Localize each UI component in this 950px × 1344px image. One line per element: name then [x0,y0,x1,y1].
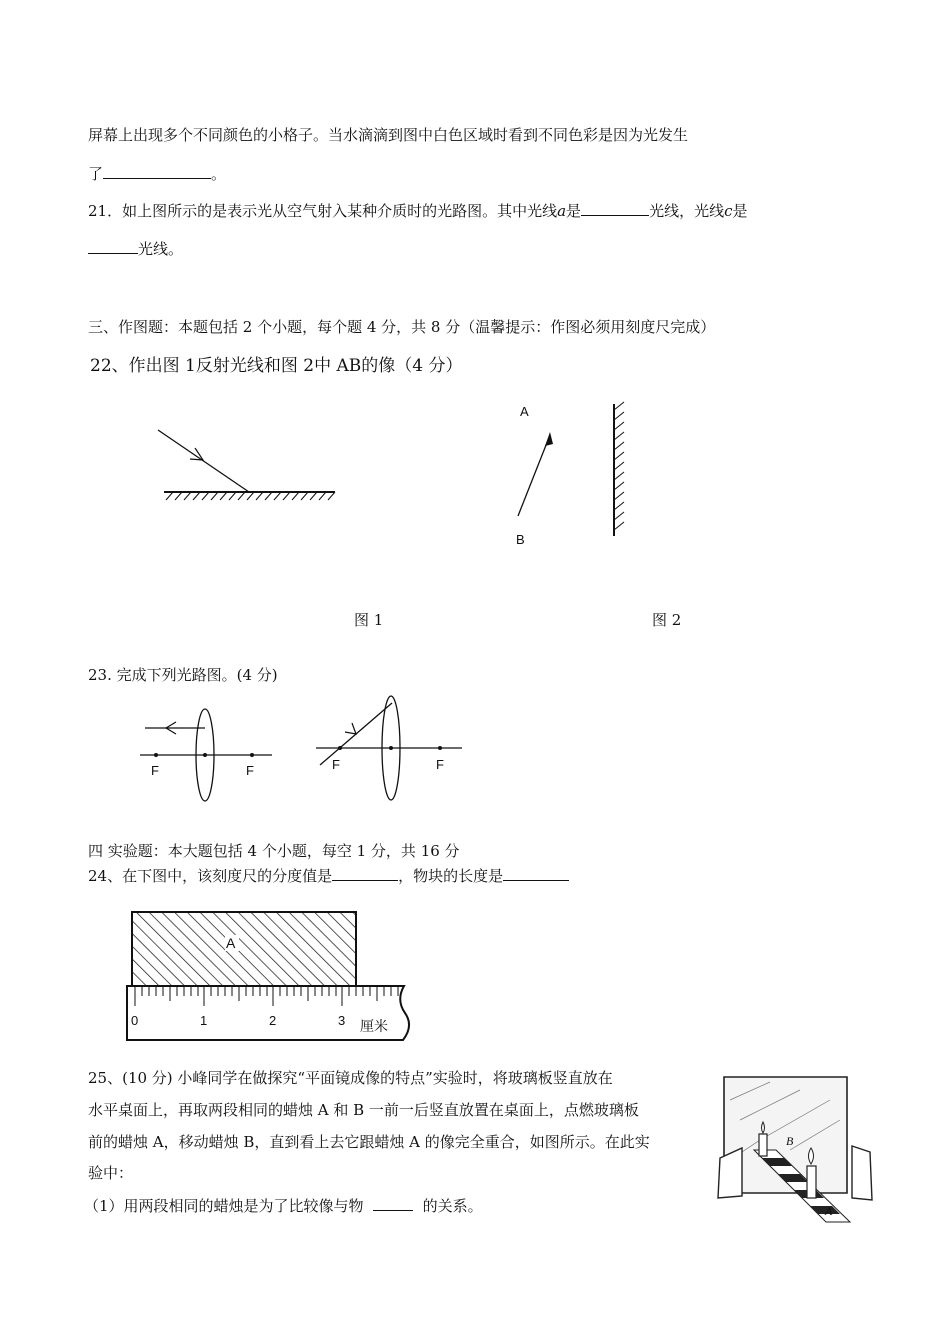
q25-label-a: A [825,1204,833,1218]
q25-left-stand [718,1148,742,1198]
section4-title: 四 实验题：本大题包括 4 个小题，每空 1 分，共 16 分 [88,842,460,860]
q20-line2-prefix: 了 [88,165,104,183]
q23-text: 23. 完成下列光路图。(4 分) [88,666,278,684]
q22-text: 22、作出图 1反射光线和图 2中 AB的像（4 分） [90,356,463,376]
lens2-ray-arrow [345,723,356,734]
q20-line2-suffix: 。 [211,165,227,183]
q21-line2-suffix: 光线。 [138,240,184,258]
q24-tick-label-3: 3 [338,1013,346,1028]
q25-line2: 水平桌面上，再取两段相同的蜡烛 A 和 B 一前一后竖直放置在桌面上，点燃玻璃板 [88,1101,639,1119]
lens2-center-dot [389,746,393,750]
q21-text-c: 光线，光线 [649,202,725,220]
q25-illustration [718,1077,872,1222]
q24-blank-length[interactable] [503,866,569,881]
section3-title: 三、作图题：本题包括 2 个小题，每个题 4 分，共 8 分（温馨提示：作图必须用刻度尺完成） [88,318,716,336]
q25-sub1-blank[interactable] [373,1196,413,1211]
fig2-diagram [518,402,624,536]
q20-line1: 屏幕上出现多个不同颜色的小格子。当水滴滴到图中白色区域时看到不同色彩是因为光发生 [88,126,689,144]
fig2-mirror-hatch [614,402,624,530]
fig1-caption: 图 1 [354,611,384,629]
q24-tick-label-2: 2 [269,1013,277,1028]
q25-line4: 验中： [88,1164,134,1182]
q25-candle-b [759,1134,767,1156]
lens2-label-f-right: F [436,757,444,772]
q23-lens1-diagram [140,709,272,801]
lens2-focus-left-dot [338,746,342,750]
q24-blank-division[interactable] [332,866,398,881]
fig2-ab-line [518,435,550,516]
lens2-label-f-left: F [332,757,340,772]
lens1-label-f-left: F [151,763,159,778]
fig1-ray-arrow [190,448,203,460]
q24-text-b: ，物块的长度是 [398,867,504,885]
q25-sub1-text-a: （1）用两段相同的蜡烛是为了比较像与物 [84,1197,364,1215]
fig2-ab-arrowhead [545,432,553,446]
q25-right-stand [852,1146,872,1200]
q23-lens2-diagram [316,696,462,800]
q21-text-a: 21．如上图所示的是表示光从空气射入某种介质时的光路图。其中光线 [88,202,558,220]
q25-sub1 [84,1196,483,1215]
q21-text-d: 是 [732,202,748,220]
fig1-mirror-hatch [166,492,335,500]
fig1-diagram [158,430,335,500]
q25-candle-b-flame [762,1122,765,1133]
q24-text-a: 24、在下图中，该刻度尺的分度值是 [88,867,333,885]
q25-candle-a [807,1166,816,1198]
fig1-incident-ray [158,430,249,492]
q25-candle-a-flame [809,1148,814,1164]
q24-text [88,866,569,885]
q25-label-b: B [786,1134,794,1148]
fig2-label-b: B [516,532,525,547]
q24-tick-label-1: 1 [200,1013,208,1028]
q25-line1: 25、(10 分) 小峰同学在做探究“平面镜成像的特点”实验时，将玻璃板竖直放在 [88,1069,613,1087]
fig2-caption: 图 2 [652,611,682,629]
q21-var-c: c [724,202,733,220]
fig2-label-a: A [520,404,529,419]
lens1-focus-right-dot [250,753,254,757]
q25-sub1-text-b: 的关系。 [422,1197,483,1215]
lens1-focus-left-dot [154,753,158,757]
q21-var-a: a [557,202,567,220]
lens1-center-dot [203,753,207,757]
lens2-focus-right-dot [438,746,442,750]
q21-text-b: 是 [566,202,582,220]
q24-block-label: A [226,935,236,951]
q24-ruler-unit: 厘米 [360,1019,388,1035]
q24-block [132,912,356,986]
lens1-label-f-right: F [246,763,254,778]
q25-line3: 前的蜡烛 A，移动蜡烛 B，直到看上去它跟蜡烛 A 的像完全重合，如图所示。在此实 [88,1133,650,1151]
q24-tick-label-0: 0 [131,1013,139,1028]
